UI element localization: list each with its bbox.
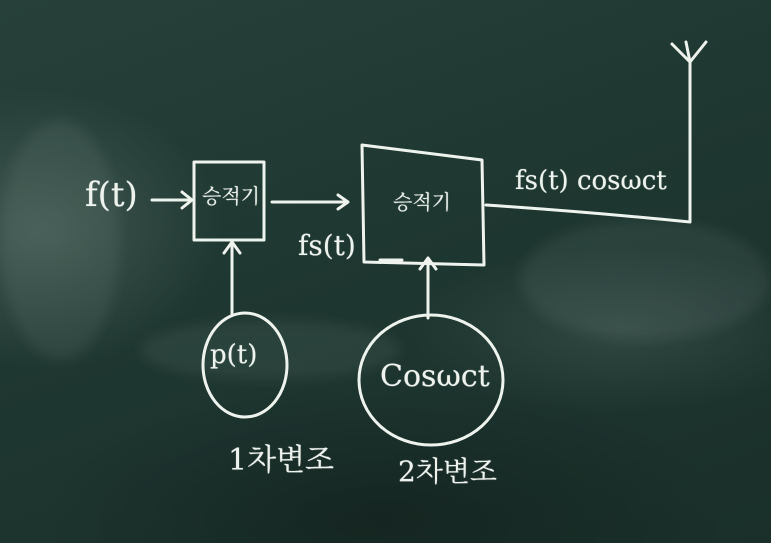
carrier-arrow — [420, 258, 436, 318]
input-arrow — [152, 192, 192, 208]
pulse-source-label: p(t) — [210, 340, 258, 370]
pulse-arrow — [224, 242, 240, 315]
carrier-label: Cosωct — [380, 359, 490, 394]
output-signal-label: fs(t) cosωct — [515, 166, 667, 196]
sampled-arrow — [272, 195, 348, 209]
output-line — [486, 60, 690, 222]
multiplier-2-label: 승적기 — [393, 190, 451, 214]
input-signal-label: f(t) — [85, 175, 138, 215]
sampled-signal-label: fs(t) — [298, 229, 356, 262]
antenna-icon — [672, 42, 706, 62]
first-modulation-label: 1차변조 — [228, 443, 335, 478]
second-modulation-label: 2차변조 — [398, 455, 497, 488]
multiplier-1-label: 승적기 — [202, 184, 260, 208]
